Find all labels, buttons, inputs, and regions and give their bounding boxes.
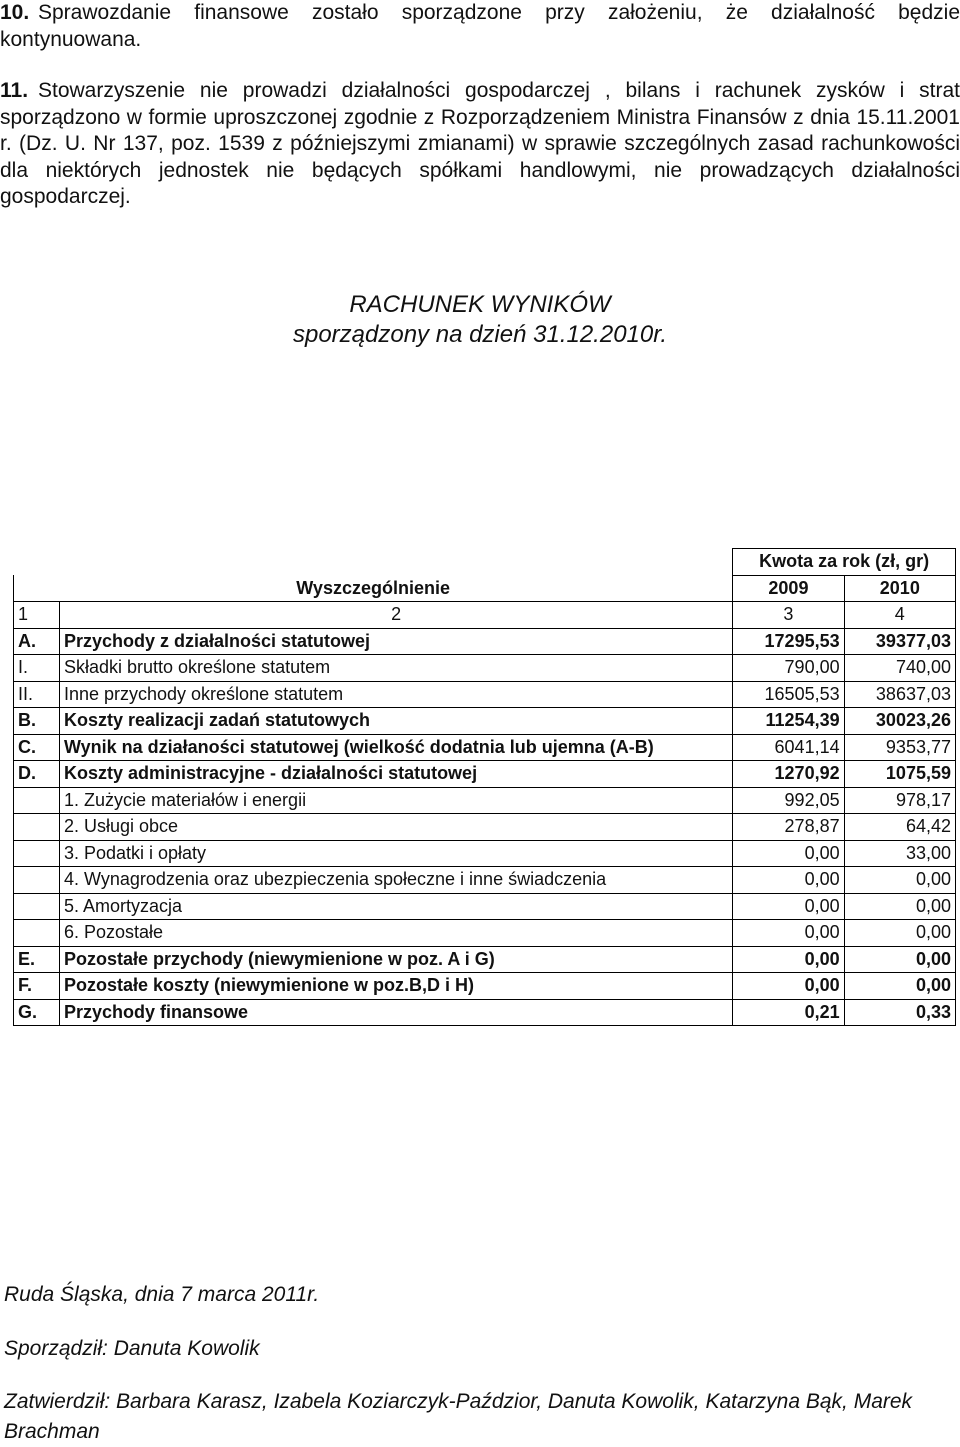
value-2010: 0,00 [844, 946, 955, 973]
row-code: F. [14, 973, 60, 1000]
paragraph-number: 11. [0, 79, 29, 102]
table-row [14, 734, 956, 761]
value-2009: 278,87 [733, 814, 844, 841]
value-2009: 0,00 [733, 973, 844, 1000]
column-number: 1 [14, 602, 60, 629]
value-2009: 0,00 [733, 893, 844, 920]
row-label: Wynik na działaności statutowej (wielkość dodatnia lub ujemna (A-B) [59, 734, 732, 761]
paragraph-11 [0, 78, 960, 211]
row-code [14, 814, 60, 841]
table-row [14, 761, 956, 788]
report-heading [0, 290, 960, 350]
table-row [14, 681, 956, 708]
row-code [14, 867, 60, 894]
table-row [14, 973, 956, 1000]
value-2009: 6041,14 [733, 734, 844, 761]
table-row [14, 708, 956, 735]
place-date: Ruda Śląska, dnia 7 marca 2011r. [4, 1283, 320, 1306]
row-code: C. [14, 734, 60, 761]
description-header: Wyszczególnienie [14, 575, 733, 602]
row-label: 4. Wynagrodzenia oraz ubezpieczenia społeczne i inne świadczenia [59, 867, 732, 894]
row-code: G. [14, 999, 60, 1026]
approved-by: Zatwierdził: Barbara Karasz, Izabela Koziarczyk-Paździor, Danuta Kowolik, Katarzyna Bąk, Marek Brachman [4, 1390, 913, 1443]
table-row [14, 787, 956, 814]
column-number: 3 [733, 602, 844, 629]
year-2010-header: 2010 [844, 575, 955, 602]
report-title: RACHUNEK WYNIKÓW [349, 291, 611, 318]
value-2009: 0,00 [733, 840, 844, 867]
row-label: Koszty realizacji zadań statutowych [59, 708, 732, 735]
row-code: A. [14, 628, 60, 655]
row-code [14, 893, 60, 920]
row-code [14, 840, 60, 867]
value-2010: 38637,03 [844, 681, 955, 708]
value-2009: 0,21 [733, 999, 844, 1026]
row-code: D. [14, 761, 60, 788]
year-2009-header: 2009 [733, 575, 844, 602]
row-label: 5. Amortyzacja [59, 893, 732, 920]
value-2010: 30023,26 [844, 708, 955, 735]
paragraph-10 [0, 0, 960, 53]
value-2010: 0,00 [844, 920, 955, 947]
column-number: 4 [844, 602, 955, 629]
value-2009: 1270,92 [733, 761, 844, 788]
row-label: Pozostałe koszty (niewymienione w poz.B,D i H) [59, 973, 732, 1000]
table-row [14, 946, 956, 973]
table-row [14, 655, 956, 682]
row-code [14, 787, 60, 814]
table-row [14, 628, 956, 655]
column-number-row [14, 602, 956, 629]
row-code: B. [14, 708, 60, 735]
table-row [14, 814, 956, 841]
table-row [14, 867, 956, 894]
table-row [14, 893, 956, 920]
row-code: E. [14, 946, 60, 973]
row-code [14, 920, 60, 947]
value-2009: 17295,53 [733, 628, 844, 655]
value-2010: 1075,59 [844, 761, 955, 788]
value-2010: 33,00 [844, 840, 955, 867]
table-header-row-1 [14, 549, 956, 576]
value-2009: 790,00 [733, 655, 844, 682]
value-2010: 0,33 [844, 999, 955, 1026]
value-2010: 0,00 [844, 867, 955, 894]
row-label: 6. Pozostałe [59, 920, 732, 947]
table-row [14, 999, 956, 1026]
value-2009: 992,05 [733, 787, 844, 814]
row-label: 3. Podatki i opłaty [59, 840, 732, 867]
paragraph-number: 10. [0, 1, 30, 24]
row-label: Przychody finansowe [59, 999, 732, 1026]
value-2010: 39377,03 [844, 628, 955, 655]
row-label: Składki brutto określone statutem [59, 655, 732, 682]
value-2009: 11254,39 [733, 708, 844, 735]
value-2010: 978,17 [844, 787, 955, 814]
table-header-row-2 [14, 575, 956, 602]
header-blank [59, 549, 732, 576]
value-2010: 0,00 [844, 893, 955, 920]
value-2009: 0,00 [733, 946, 844, 973]
value-2010: 740,00 [844, 655, 955, 682]
prepared-by: Sporządził: Danuta Kowolik [4, 1337, 260, 1360]
value-2009: 0,00 [733, 867, 844, 894]
table-row [14, 920, 956, 947]
column-number: 2 [59, 602, 732, 629]
row-label: Pozostałe przychody (niewymienione w poz. A i G) [59, 946, 732, 973]
paragraph-text: Sprawozdanie finansowe zostało sporządzone przy założeniu, że działalność będzie kontynuowana. [0, 1, 960, 51]
row-label: Przychody z działalności statutowej [59, 628, 732, 655]
row-code: I. [14, 655, 60, 682]
header-blank [14, 549, 60, 576]
row-code: II. [14, 681, 60, 708]
row-label: Koszty administracyjne - działalności statutowej [59, 761, 732, 788]
report-subtitle: sporządzony na dzień 31.12.2010r. [292, 321, 668, 348]
value-2009: 16505,53 [733, 681, 844, 708]
amount-header: Kwota za rok (zł, gr) [733, 549, 956, 576]
table-row [14, 840, 956, 867]
value-2010: 9353,77 [844, 734, 955, 761]
income-statement-table [13, 548, 956, 1026]
row-label: 2. Usługi obce [59, 814, 732, 841]
value-2010: 64,42 [844, 814, 955, 841]
row-label: Inne przychody określone statutem [59, 681, 732, 708]
paragraph-text: Stowarzyszenie nie prowadzi działalności gospodarczej , bilans i rachunek zysków i strat sporządzono w formie uproszczonej zgodnie z Rozporządzeniem Ministra Finansów z dnia 15.11.2001 r. (Dz. U. Nr 137, poz. 1539 z późniejszymi zmianami) w sprawie szczególnych zasad rachunkowości dla niektórych jednostek nie będących spółkami handlowymi, nie prowadzących działalności gospodarczej. [0, 79, 960, 209]
row-label: 1. Zużycie materiałów i energii [59, 787, 732, 814]
value-2010: 0,00 [844, 973, 955, 1000]
value-2009: 0,00 [733, 920, 844, 947]
